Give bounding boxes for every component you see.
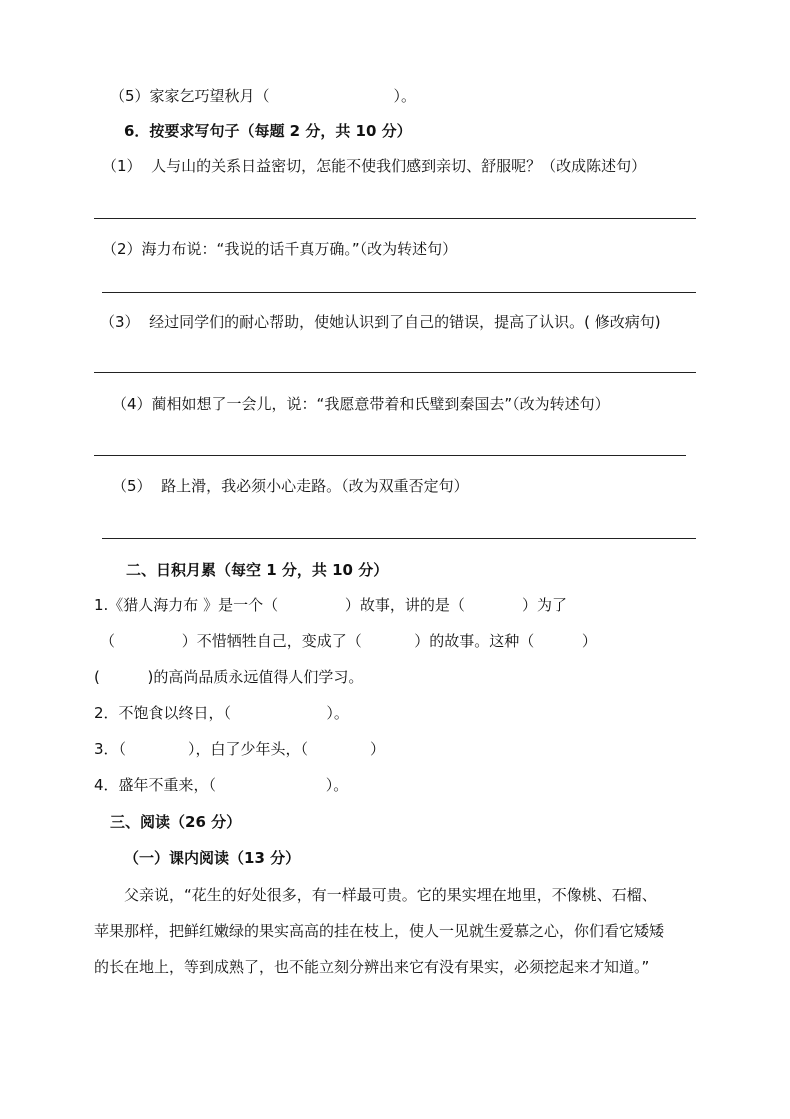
question-2-1-line-3: ( )的高尚品质永远值得人们学习。	[94, 668, 364, 686]
reading-paragraph-line-2: 苹果那样，把鲜红嫩绿的果实高高的挂在枝上，使人一见就生爱慕之心，你们看它矮矮	[94, 922, 665, 940]
section-6-title: 6．按要求写句子（每题 2 分，共 10 分）	[124, 122, 412, 140]
section-2-title: 二、日积月累（每空 1 分，共 10 分）	[126, 561, 389, 579]
question-2-1-line-2: （ ）不惜牺牲自己，变成了（ ）的故事。这种（ ）	[100, 632, 597, 650]
question-5-5: （5）家家乞巧望秋月（ ）。	[110, 87, 417, 105]
question-2-4: 4．盛年不重来，（ ）。	[94, 776, 349, 794]
question-6-1: （1） 人与山的关系日益密切，怎能不使我们感到亲切、舒服呢？（改成陈述句）	[102, 157, 647, 175]
answer-line-6-3	[94, 372, 696, 373]
question-6-2: （2）海力布说：“我说的话千真万确。”（改为转述句）	[102, 240, 458, 258]
section-3-subtitle: （一）课内阅读（13 分）	[124, 849, 301, 867]
answer-line-6-1	[94, 218, 696, 219]
question-2-3: 3．（ ），白了少年头，（ ）	[94, 740, 386, 758]
answer-line-6-2	[102, 292, 696, 293]
answer-line-6-4	[94, 455, 686, 456]
answer-line-6-5	[102, 538, 696, 539]
question-2-2: 2．不饱食以终日，（ ）。	[94, 704, 349, 722]
question-6-5: （5） 路上滑，我必须小心走路。（改为双重否定句）	[112, 477, 469, 495]
section-3-title: 三、阅读（26 分）	[110, 813, 242, 831]
question-6-4: （4）蔺相如想了一会儿，说：“我愿意带着和氏璧到秦国去”（改为转述句）	[112, 395, 610, 413]
question-2-1-line-1: 1.《猎人海力布 》是一个（ ）故事，讲的是（ ）为了	[94, 596, 568, 614]
reading-paragraph-line-3: 的长在地上，等到成熟了，也不能立刻分辨出来它有没有果实，必须挖起来才知道。”	[94, 958, 650, 976]
question-6-3: （3） 经过同学们的耐心帮助，使她认识到了自己的错误，提高了认识。( 修改病句)	[100, 313, 661, 331]
reading-paragraph-line-1: 父亲说，“花生的好处很多，有一样最可贵。它的果实埋在地里，不像桃、石榴、	[124, 886, 657, 904]
